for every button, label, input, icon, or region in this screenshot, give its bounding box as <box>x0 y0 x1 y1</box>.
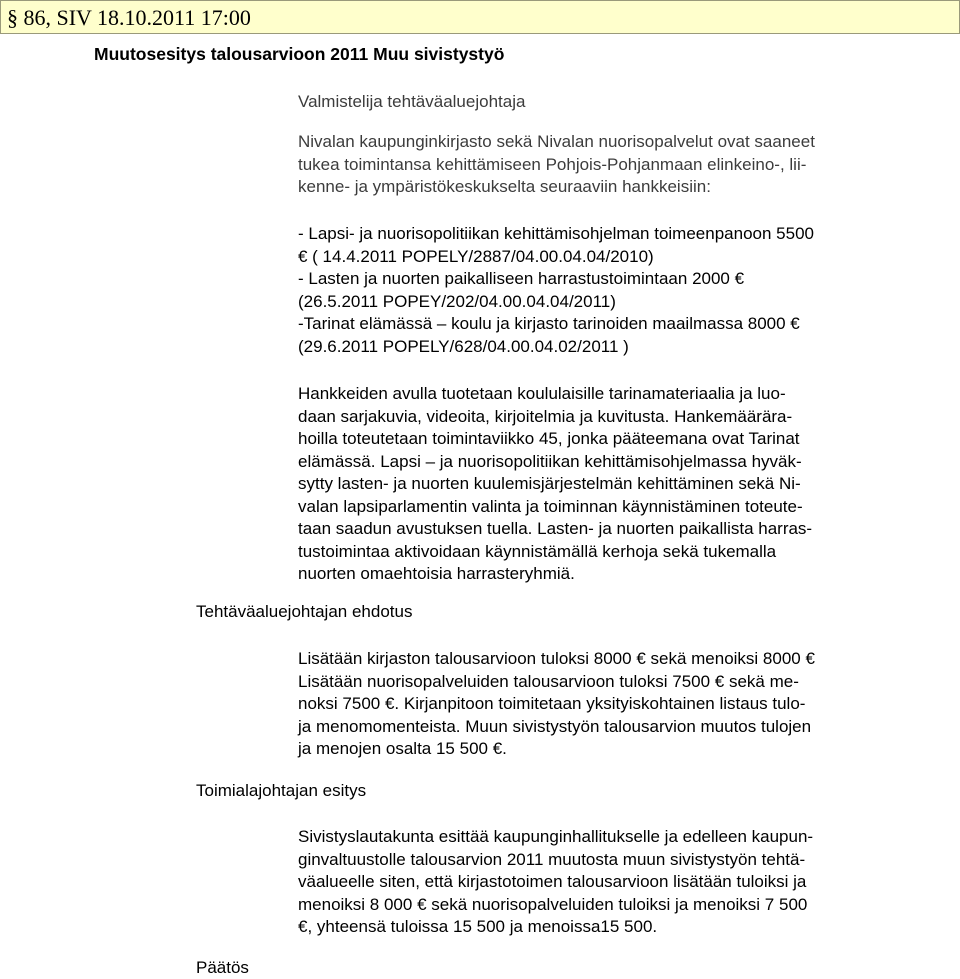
proposal-paragraph <box>298 648 878 761</box>
proposal-line: ja menojen osalta 15 500 €. <box>298 739 507 758</box>
description-line: elämässä. Lapsi – ja nuorisopolitiikan kehittämisohjelmassa hyväk- <box>298 451 802 471</box>
proposal-line: noksi 7500 €. Kirjanpitoon toimitetaan yksityiskohtainen listaus tulo- <box>298 694 806 713</box>
director-line: Sivistyslautakunta esittää kaupunginhallitukselle ja edelleen kaupun- <box>298 827 814 846</box>
project-line: - Lasten ja nuorten paikalliseen harrastustoimintaan 2000 € <box>298 269 745 288</box>
description-line: nuorten omaehtoisia harrasteryhmiä. <box>298 564 575 583</box>
director-line: menoiksi 8 000 € sekä nuorisopalveluiden tuloiksi ja menoiksi 7 500 <box>298 894 808 914</box>
description-line: Hankkeiden avulla tuotetaan koululaisille tarinamateriaalia ja luo- <box>298 384 786 403</box>
description-line: tustoimintaa aktivoidaan käynnistämällä kerhoja sekä tukemalla <box>298 541 777 561</box>
intro-line: kenne- ja ympäristökeskukselta seuraaviin hankkeisiin: <box>298 177 711 196</box>
description-line: daan sarjakuvia, videoita, kirjoitelmia ja kuvitusta. Hankemäärära- <box>298 406 793 426</box>
proposal-line: Lisätään nuorisopalveluiden talousarvioon tuloksi 7500 € sekä me- <box>298 671 799 691</box>
decision-label: Päätös <box>196 958 249 977</box>
director-paragraph <box>298 826 878 939</box>
description-line: hoilla toteutetaan toimintaviikko 45, jonka pääteemana ovat Tarinat <box>298 429 800 448</box>
description-paragraph <box>298 383 878 586</box>
projects-list <box>298 223 878 358</box>
project-line: -Tarinat elämässä – koulu ja kirjasto tarinoiden maailmassa 8000 € <box>298 314 800 333</box>
intro-line: Nivalan kaupunginkirjasto sekä Nivalan nuorisopalvelut ovat saaneet <box>298 132 815 151</box>
section-header-bar <box>0 0 960 34</box>
project-line: - Lapsi- ja nuorisopolitiikan kehittämisohjelman toimeenpanoon 5500 <box>298 224 814 243</box>
section-header-text: § 86, SIV 18.10.2011 17:00 <box>7 5 251 30</box>
project-line: (26.5.2011 POPEY/202/04.00.04.04/2011) <box>298 291 616 311</box>
document-title: Muutosesitys talousarvioon 2011 Muu sivistystyö <box>94 44 505 64</box>
intro-line: tukea toimintansa kehittämiseen Pohjois-Pohjanmaan elinkeino-, lii- <box>298 154 807 174</box>
description-line: sytty lasten- ja nuorten kuulemisjärjestelmän kehittäminen sekä Ni- <box>298 474 801 493</box>
description-line: taan saadun avustuksen tuella. Lasten- ja nuorten paikallista harras- <box>298 519 813 538</box>
proposal-line: Lisätään kirjaston talousarvioon tuloksi 8000 € sekä menoiksi 8000 € <box>298 649 815 668</box>
proposal-line: ja menomomenteista. Muun sivistystyön talousarvion muutos tulojen <box>298 716 812 736</box>
director-line: väalueelle siten, että kirjastotoimen talousarvioon lisätään tuloiksi ja <box>298 872 807 891</box>
director-label: Toimialajohtajan esitys <box>196 781 367 800</box>
description-line: valan lapsiparlamentin valinta ja toiminnan käynnistäminen toteute- <box>298 496 803 516</box>
project-line: € ( 14.4.2011 POPELY/2887/04.00.04.04/2010) <box>298 246 654 266</box>
director-line: €, yhteensä tuloissa 15 500 ja menoissa15 500. <box>298 917 658 936</box>
project-line: (29.6.2011 POPELY/628/04.00.04.02/2011 ) <box>298 336 629 356</box>
preparer-line: Valmistelija tehtäväaluejohtaja <box>298 92 526 111</box>
director-line: ginvaltuustolle talousarvion 2011 muutosta muun sivistystyön tehtä- <box>298 849 806 869</box>
proposal-label: Tehtäväaluejohtajan ehdotus <box>196 602 413 621</box>
intro-paragraph <box>298 131 878 199</box>
